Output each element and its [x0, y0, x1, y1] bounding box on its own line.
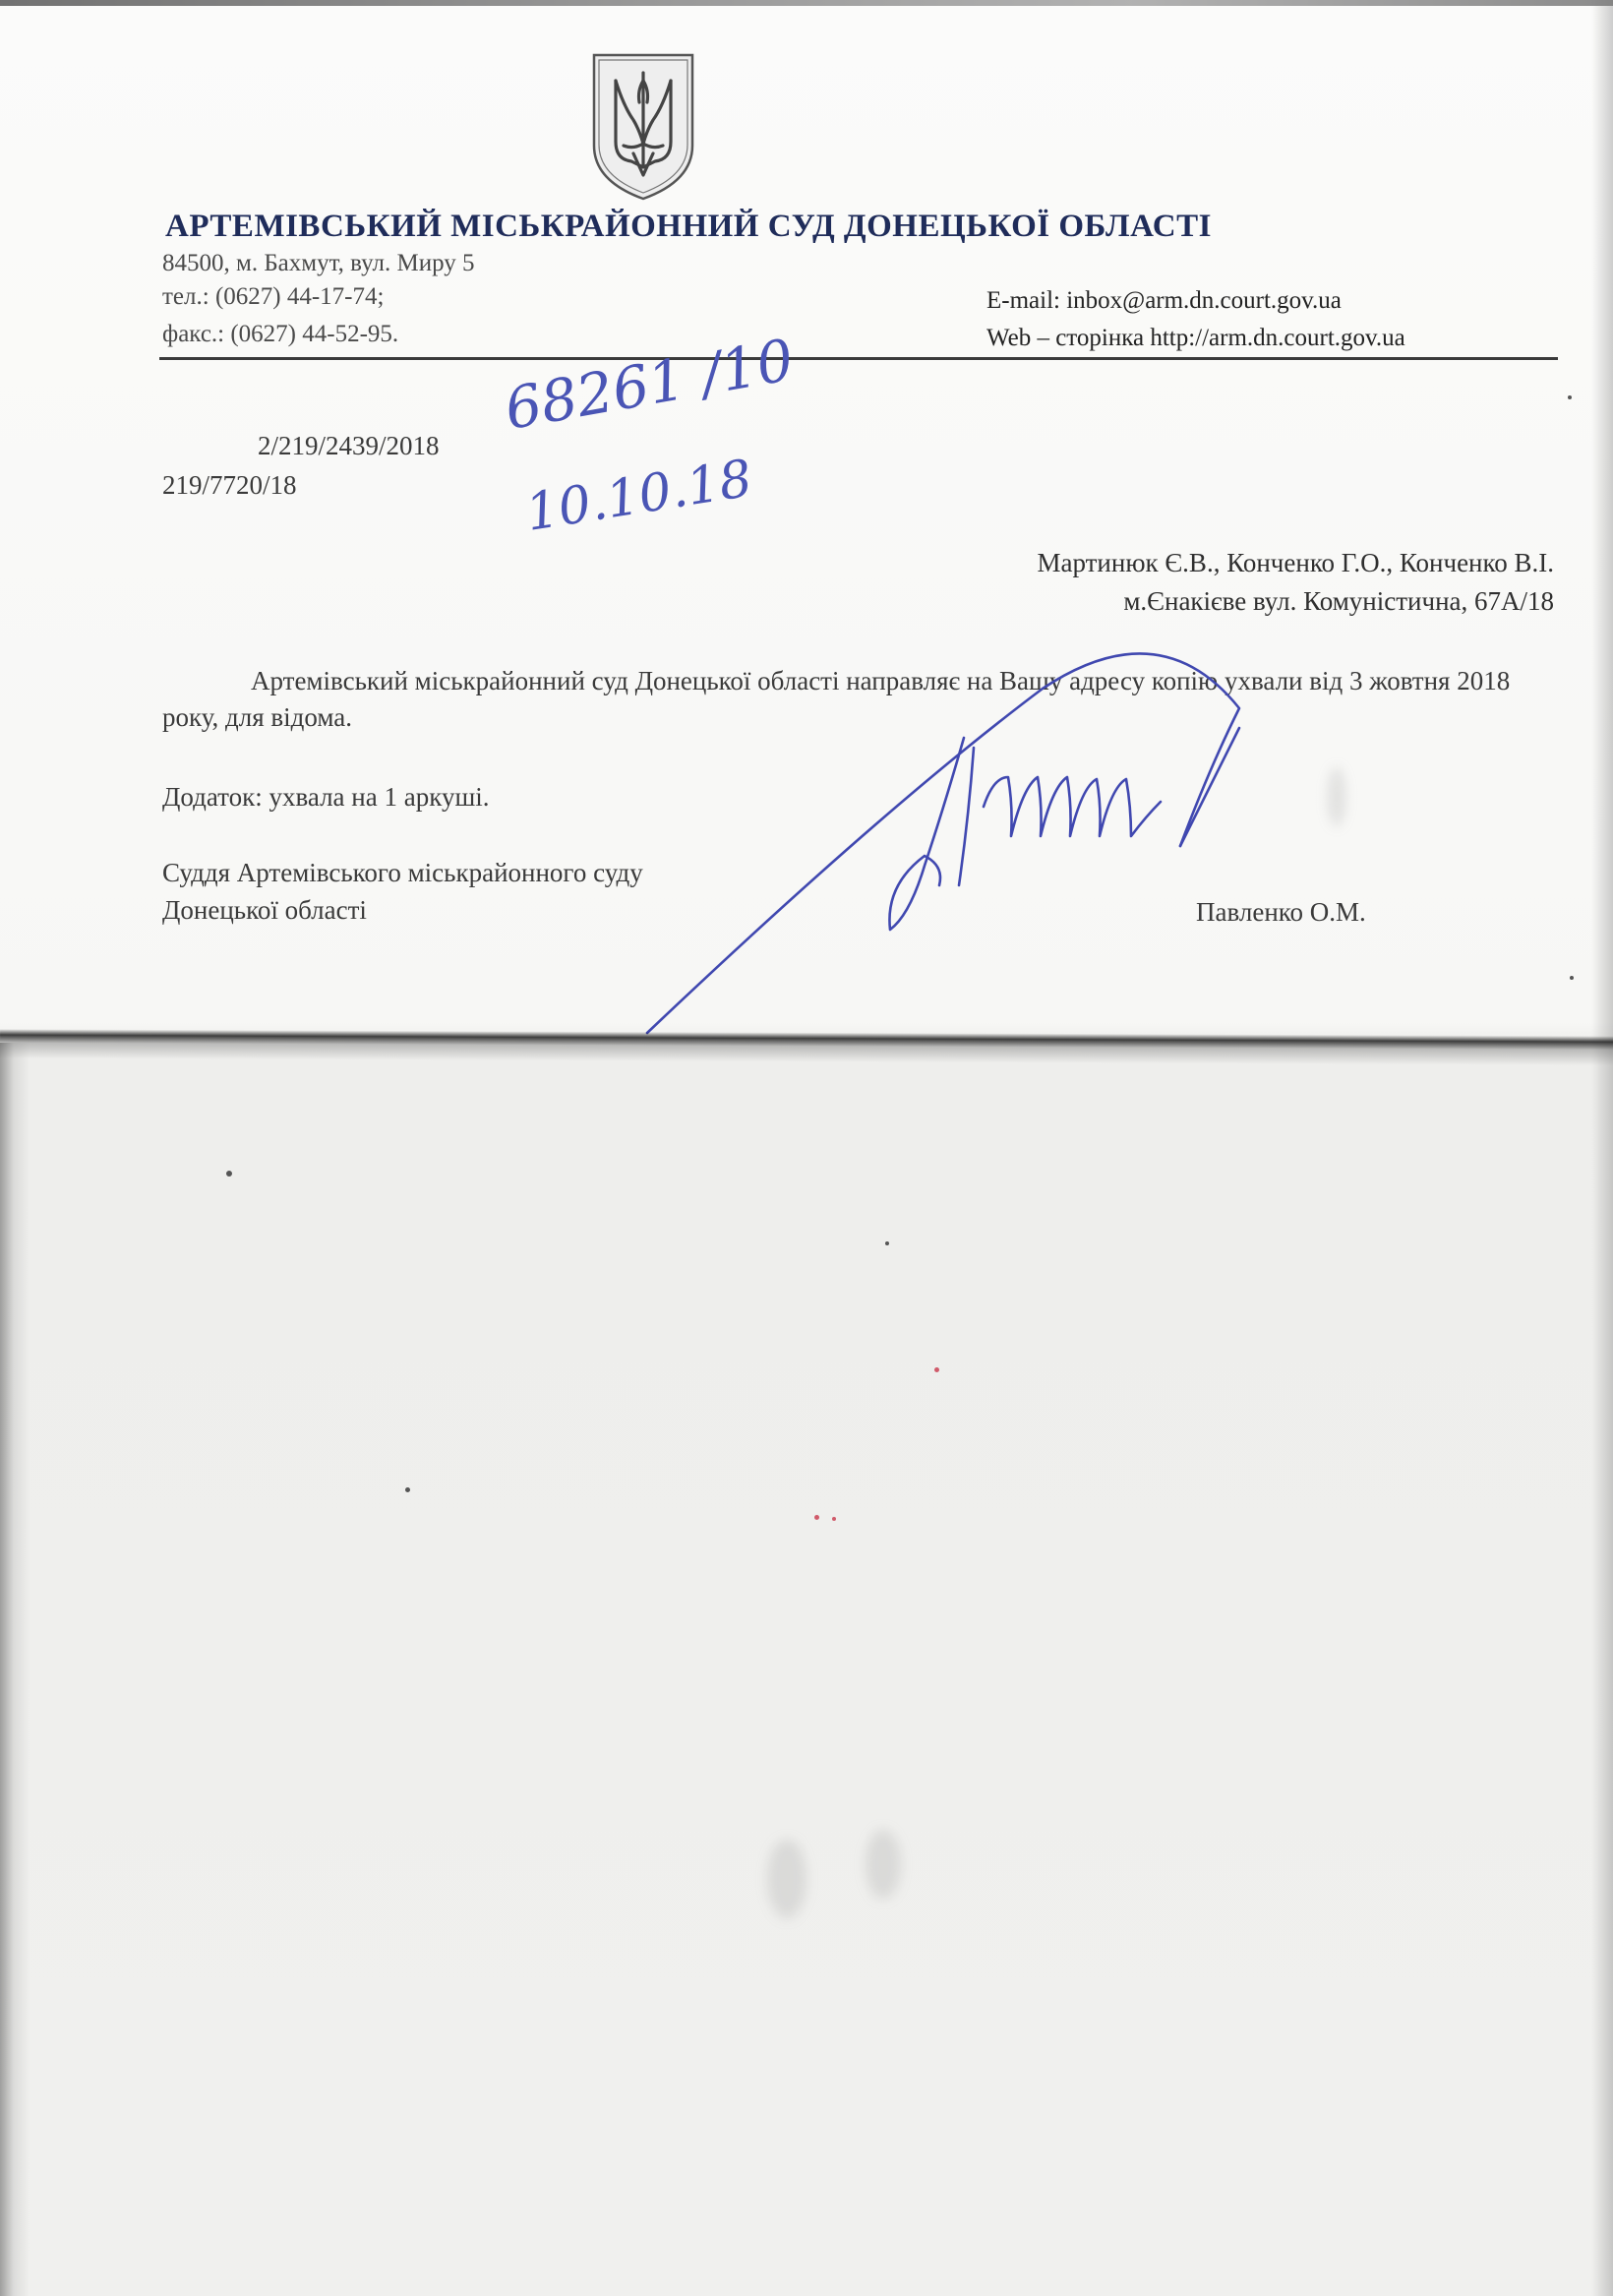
page-fold-shadow: [0, 1029, 1613, 1065]
letterhead-divider: [159, 357, 1558, 360]
scan-smudge: [866, 1830, 901, 1899]
court-fax: факс.: (0627) 44-52-95.: [162, 321, 399, 347]
scan-smudge: [1328, 767, 1345, 826]
scan-left-edge: [0, 1043, 30, 2296]
case-number: 2/219/2439/2018: [258, 431, 440, 460]
addressee-address: м.Єнакієве вул. Комуністична, 67А/18: [1123, 586, 1554, 616]
scan-speck: [1568, 395, 1572, 399]
trident-coat-of-arms-icon: [588, 51, 698, 201]
signatory-title-line1: Суддя Артемівського міськрайонного суду: [162, 858, 643, 887]
court-name-text: АРТЕМІВСЬКИЙ МІСЬКРАЙОННИЙ СУД ДОНЕЦЬКОЇ ОБЛАСТІ: [165, 209, 1212, 244]
addressee-names: Мартинюк Є.В., Конченко Г.О., Конченко В.І.: [1037, 548, 1554, 577]
court-name-heading: [0, 209, 1613, 245]
court-email: E-mail: inbox@arm.dn.court.gov.ua: [986, 287, 1342, 314]
court-address: 84500, м. Бахмут, вул. Миру 5: [162, 250, 475, 276]
scan-top-edge: [0, 0, 1613, 6]
scan-speck: [885, 1241, 889, 1245]
scan-smudge: [767, 1840, 806, 1918]
court-phone: тел.: (0627) 44-17-74;: [162, 283, 385, 310]
attachment-note: Додаток: ухвала на 1 аркуші.: [162, 782, 490, 812]
signatory-title-line2: Донецької області: [162, 895, 367, 925]
signatory-name: Павленко О.М.: [1196, 897, 1366, 927]
scan-speck: [1570, 976, 1574, 980]
scan-speck: [934, 1367, 939, 1372]
letter-body-text: Артемівський міськрайонний суд Донецької області направляє на Вашу адресу копію ухвали від 3 жовтня 2018 року, для відома.: [162, 666, 1511, 732]
handwritten-incoming-date: 10.10.18: [521, 449, 756, 543]
scan-speck: [405, 1487, 410, 1492]
letter-body: [162, 663, 1559, 736]
scan-speck: [226, 1171, 232, 1177]
handwritten-incoming-number: 68261 /10: [500, 326, 799, 443]
scan-right-edge: [1591, 0, 1613, 2296]
court-website: Web – сторінка http://arm.dn.court.gov.ua: [986, 325, 1405, 351]
scan-speck: [832, 1517, 836, 1521]
scan-speck: [814, 1515, 819, 1520]
proceeding-number: 219/7720/18: [162, 470, 297, 500]
